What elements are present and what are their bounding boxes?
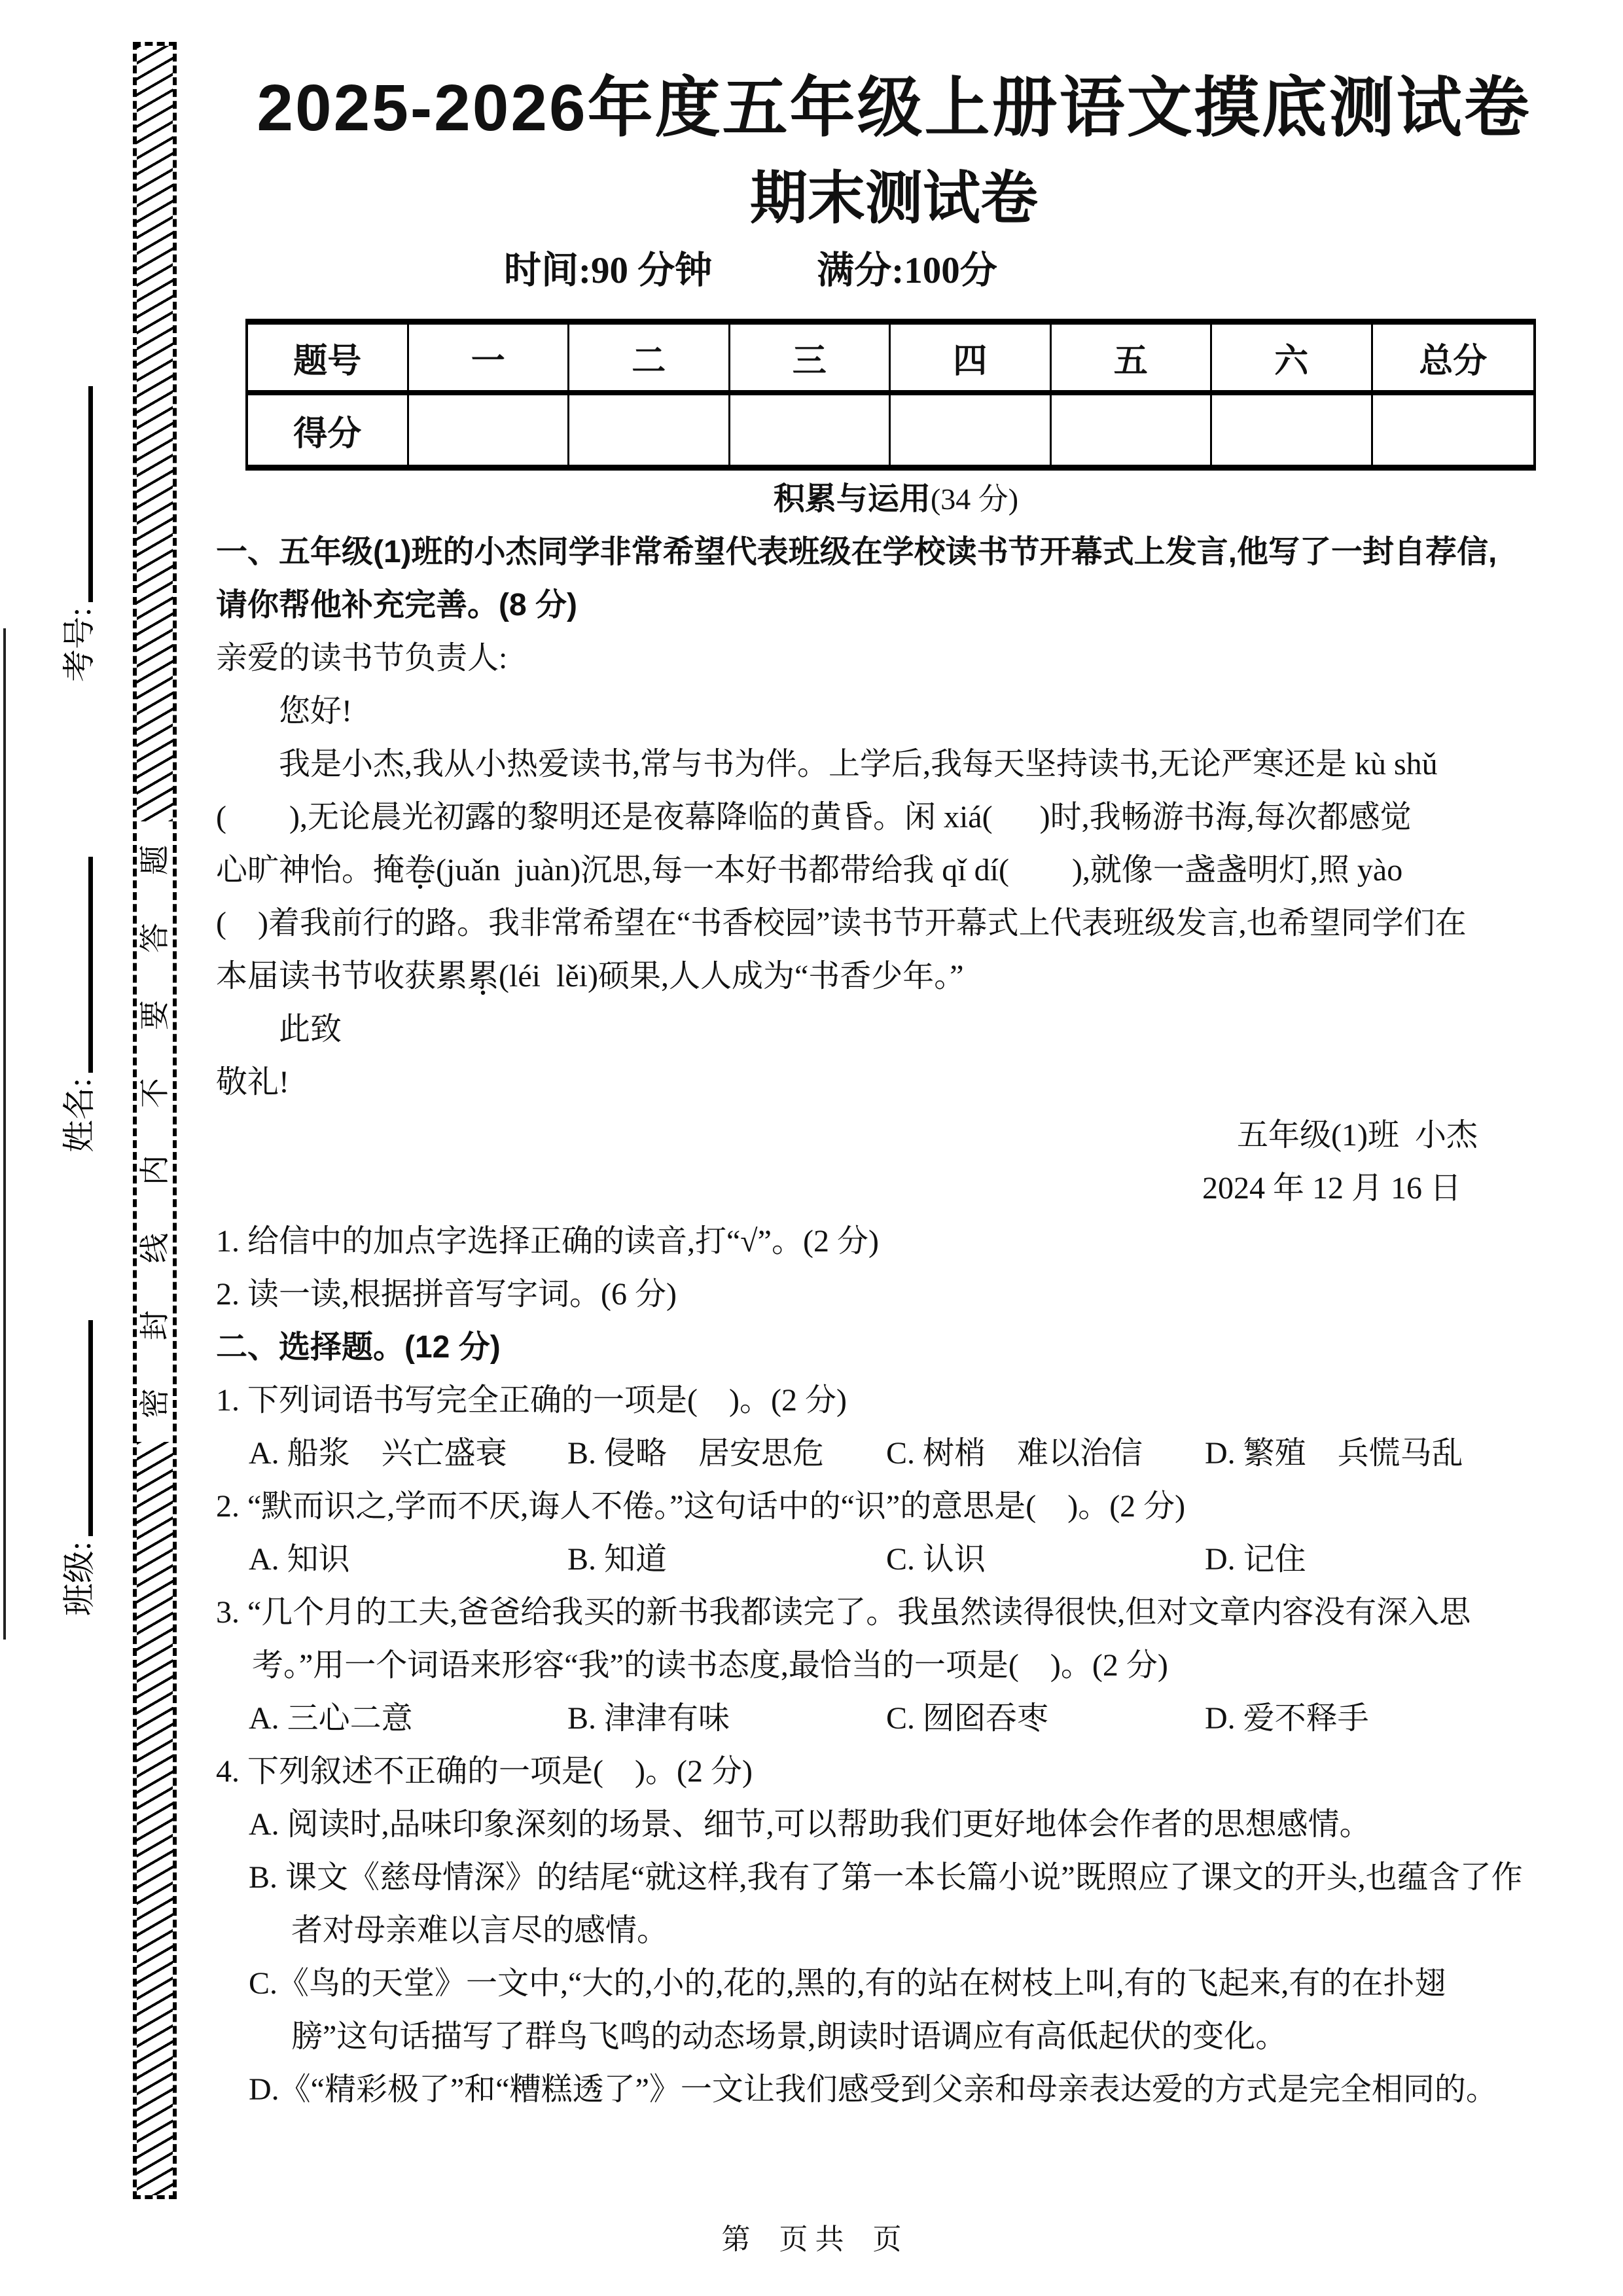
letter-salute: 敬礼! [216, 1065, 289, 1100]
exam-number-label [47, 350, 99, 682]
option-b: B. 知道 [567, 1542, 668, 1577]
letter-greeting: 您好! [279, 694, 352, 728]
exam-number-blank-line [80, 386, 93, 602]
question-one-intro-line2: 请你帮他补充完善。(8 分) [216, 588, 578, 622]
letter-body-line1: 我是小杰,我从小热爱读书,常与书为伴。上学后,我每天坚持读书,无论严寒还是 kù shǔ [279, 747, 1438, 781]
student-name-label [47, 820, 99, 1153]
letter-body-line2: ( ),无论晨光初露的黎明还是夜幕降临的黄昏。闲 xiá( )时,我畅游书海,每次都感觉 [216, 800, 1412, 834]
seal-char: 密 [137, 1388, 171, 1418]
exam-number-text: 考号: [61, 607, 98, 682]
student-name-text: 姓名: [61, 1078, 98, 1153]
choice-q1-options [216, 1427, 1576, 1480]
seal-char: 内 [137, 1155, 171, 1186]
letter-line5-post: (léi lěi)硕果,人人成为“书香少年。” [499, 959, 964, 994]
letter-body-line3 [216, 844, 1576, 897]
header-cell: 一 [409, 325, 570, 390]
seal-hatch-top [137, 46, 173, 821]
header-cell: 六 [1212, 325, 1373, 390]
choice-q4-stem: 4. 下列叙述不正确的一项是( )。(2 分) [216, 1754, 753, 1789]
question-one-intro-line1: 一、五年级(1)班的小杰同学非常希望代表班级在学校读书节开幕式上发言,他写了一封自荐信, [216, 535, 1497, 569]
time-limit: 时间:90 分钟 [504, 250, 713, 291]
seal-char: 封 [137, 1310, 171, 1341]
choice-q3-options [216, 1692, 1576, 1745]
seal-warning-text [137, 821, 173, 1442]
seal-char: 不 [137, 1077, 171, 1108]
option-a: A. 知识 [249, 1542, 350, 1577]
option-b: B. 津津有味 [567, 1701, 730, 1736]
score-cell-empty [569, 395, 730, 465]
option-c: C. 囫囵吞枣 [886, 1701, 1049, 1736]
option-a: A. 船浆 兴亡盛衰 [249, 1436, 507, 1471]
header-cell: 总分 [1419, 342, 1488, 380]
choice-q2-stem: 2. “默而识之,学而不厌,诲人不倦。”这句话中的“识”的意思是( )。(2 分) [216, 1489, 1186, 1524]
section-one-heading [216, 473, 1576, 526]
header-cell: 四 [891, 325, 1052, 390]
class-text: 班级: [61, 1541, 98, 1616]
header-cell: 二 [569, 325, 730, 390]
score-table-score-row [248, 395, 1533, 465]
choice-q3-stem-line1: 3. “几个月的工夫,爸爸给我买的新书我都读完了。我虽然读得很快,但对文章内容没有深入思 [216, 1595, 1471, 1630]
choice-q4-option-d: D.《“精彩极了”和“糟糕透了”》一文让我们感受到父亲和母亲表达爱的方式是完全相同的。 [249, 2072, 1497, 2107]
seal-line-band [133, 42, 177, 2199]
score-cell-empty [1052, 395, 1213, 465]
section-one-title: 积累与运用 [773, 482, 931, 516]
dotted-character-juan: 卷 [404, 853, 437, 888]
choice-q4-option-a: A. 阅读时,品味印象深刻的场景、细节,可以帮助我们更好地体会作者的思想感情。 [249, 1807, 1371, 1842]
choice-q4-option-c-line2: 膀”这句话描写了群鸟飞鸣的动态场景,朗读时语调应有高低起伏的变化。 [291, 2019, 1287, 2054]
seal-char: 题 [137, 845, 171, 876]
page-fold-line [3, 628, 6, 1640]
letter-date: 2024 年 12 月 16 日 [1202, 1171, 1461, 1206]
score-cell-empty [730, 395, 891, 465]
sub-question-1: 1. 给信中的加点字选择正确的读音,打“√”。(2 分) [216, 1224, 879, 1259]
letter-salutation: 亲爱的读书节负责人: [216, 641, 508, 675]
seal-char: 线 [137, 1232, 171, 1263]
seal-char: 答 [137, 922, 171, 953]
score-cell-empty [1373, 395, 1534, 465]
choice-q2-options [216, 1533, 1576, 1586]
exam-subtitle: 期末测试卷 [749, 166, 1038, 230]
header-cell: 三 [730, 325, 891, 390]
option-d: D. 繁殖 兵慌马乱 [1205, 1436, 1463, 1471]
student-name-blank-line [80, 857, 93, 1073]
seal-hatch-bottom [137, 1442, 173, 2195]
score-table [245, 319, 1536, 471]
section-two-heading: 二、选择题。(12 分) [216, 1330, 501, 1365]
letter-line5-pre: 本届读书节收获累 [216, 959, 468, 994]
choice-q1-stem: 1. 下列词语书写完全正确的一项是( )。(2 分) [216, 1383, 847, 1418]
header-cell: 五 [1052, 325, 1213, 390]
option-d: D. 爱不释手 [1205, 1701, 1369, 1736]
score-cell-empty [1212, 395, 1373, 465]
letter-body-line4: ( )着我前行的路。我非常希望在“书香校园”读书节开幕式上代表班级发言,也希望同学们在 [216, 906, 1467, 941]
option-d: D. 记住 [1205, 1542, 1306, 1577]
option-b: B. 侵略 居安思危 [567, 1436, 825, 1471]
exam-meta [504, 247, 997, 295]
section-one-score: (34 分) [930, 482, 1019, 516]
letter-signature: 五年级(1)班 小杰 [1237, 1118, 1478, 1153]
header-cell: 题号 [248, 325, 409, 390]
option-c: C. 认识 [886, 1542, 986, 1577]
class-blank-line [80, 1320, 93, 1536]
letter-body-line5 [216, 950, 1576, 1003]
score-table-header-row [248, 325, 1533, 395]
score-row-label: 得分 [248, 395, 409, 465]
dotted-character-lei: 累 [467, 959, 499, 994]
footer-page-number: 第 页 共 页 [721, 2223, 902, 2255]
option-c: C. 树梢 难以治信 [886, 1436, 1143, 1471]
letter-line3-post: (juǎn juàn)沉思,每一本好书都带给我 qǐ dí( ),就像一盏盏明灯,照 yào [436, 853, 1403, 888]
score-cell-empty [409, 395, 570, 465]
choice-q4-option-c-line1: C.《鸟的天堂》一文中,“大的,小的,花的,黑的,有的站在树枝上叫,有的飞起来,有的在扑翅 [249, 1966, 1446, 2001]
option-a: A. 三心二意 [249, 1701, 413, 1736]
class-label [47, 1283, 99, 1616]
choice-q3-stem-line2: 考。”用一个词语来形容“我”的读书态度,最恰当的一项是( )。(2 分) [252, 1648, 1168, 1683]
letter-line3-pre: 心旷神怡。掩 [216, 853, 405, 888]
choice-q4-option-b-line1: B. 课文《慈母情深》的结尾“就这样,我有了第一本长篇小说”既照应了课文的开头,也蕴含了作 [249, 1860, 1523, 1895]
choice-q4-option-b-line2: 者对母亲难以言尽的感情。 [291, 1913, 669, 1948]
exam-title: 2025-2026年度五年级上册语文摸底测试卷 [257, 71, 1531, 145]
score-cell-empty [891, 395, 1052, 465]
letter-closing: 此致 [279, 1012, 342, 1047]
exam-body [216, 473, 1576, 2116]
seal-char: 要 [137, 1000, 171, 1031]
full-score: 满分:100分 [817, 250, 997, 291]
sub-question-2: 2. 读一读,根据拼音写字词。(6 分) [216, 1277, 677, 1312]
